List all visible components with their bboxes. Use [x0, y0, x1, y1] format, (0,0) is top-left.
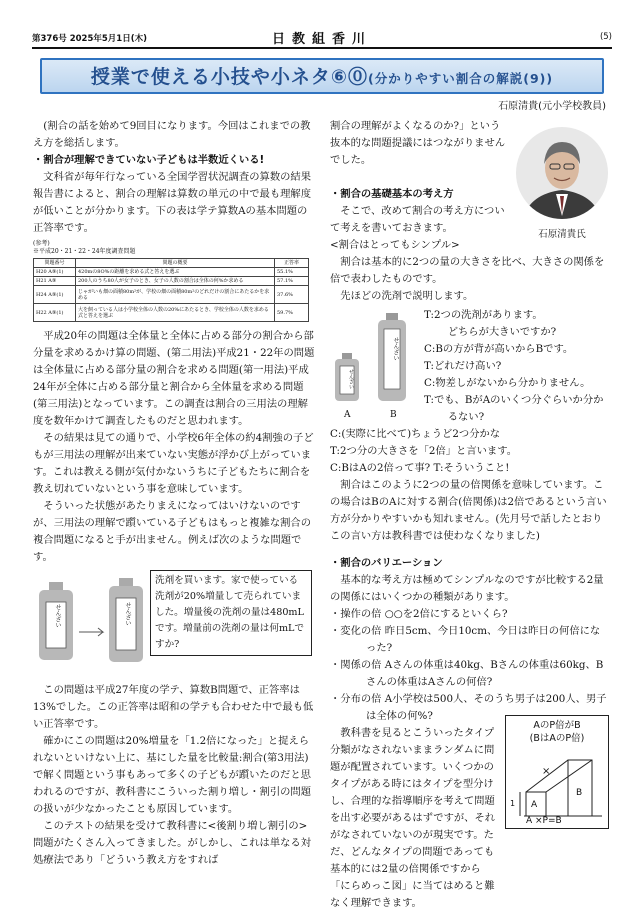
heading-understanding: ・割合が理解できていない子どもは半数近くいる!: [33, 154, 265, 166]
paragraph: 割合はこのように2つの量の倍関係を意味しています。この場合はBのAに対する割合(倍関係)は2倍であるという言い方が分かりやすいかも知れません。(先月号で話したとおりこの言い方は教科書では使わなくなりました): [330, 479, 607, 542]
list-item: ・操作の倍 ○○を2倍にするといくら?: [330, 608, 508, 620]
article-title: 授業で使える小技や小ネタ⑥⓪: [90, 66, 369, 88]
unit-one-label: 1: [510, 799, 516, 808]
dialogue-line: どちらが大きいですか?: [447, 326, 557, 338]
paragraph: 教科書を見るとこういったタイプ分類がなされないままランダムに問題が配置されています。いくつかのタイプがある時にはタイプを型分けし、合理的な指導順序を考えて問題を出す必要があるはずですが、それがなされていないのが現実です。ただ、どんなタイプの問題であっても基本的には2量の倍関係ですから「にらめっこ図」に当てはめると難なく理解できます。: [330, 727, 496, 909]
heading-basics: ・割合の基礎基本の考え方: [330, 188, 454, 200]
table-cell: H20 A⑨(1): [34, 268, 76, 277]
table-cell: H22 A⑨(1): [34, 304, 76, 322]
paragraph: 先ほどの洗剤で説明します。: [340, 290, 474, 302]
paragraph: その結果は見ての通りで、小学校6年全体の約4割強の子どもが三用法の理解が出来ていない実態が浮かび上がっています。これは教える側が気付かないうちに子どもたちに割合を教え切れていないという事を意味しています。: [33, 432, 314, 495]
reference-label: (参考): [33, 240, 50, 247]
bottle-label: せんざい: [348, 369, 354, 389]
table-cell: H24 A⑨(1): [34, 286, 76, 304]
diagram-label-a: A: [531, 800, 538, 810]
table-cell: 55.1%: [275, 268, 309, 277]
multiply-mark: ×: [542, 766, 551, 777]
page-number: (5): [599, 32, 612, 42]
table-cell: 57.1%: [275, 277, 309, 286]
paragraph: このテストの結果を受けて教科書に<後割り増し割引の>問題がたくさん入ってきました。がしかし、これは単なる対処療法であり「どういう教え方をすれば: [33, 820, 312, 866]
table-cell: 59.7%: [275, 304, 309, 322]
diagram-caption: (BはAのP倍): [529, 733, 585, 744]
heading-variation: ・割合のバリエーション: [330, 557, 443, 569]
article-subtitle: (分かりやすい割合の解説(9)): [368, 71, 554, 86]
table-cell: 大を飼っている人は小学校全体の人数の20%にあたるとき、学校全体の人数を求める式と答えを選ぶ: [76, 304, 275, 322]
paragraph: 文科省が毎年行なっている全国学習状況調査の算数の結果報告書によると、割合の理解は算数の単元の中で最も理解度が低いことが分かります。下の表は学テ算数Aの基本問題の正答率です。: [33, 171, 312, 234]
table-row: [34, 277, 309, 286]
table-header: 問題番号: [34, 259, 76, 268]
score-table: [33, 258, 309, 322]
table-header: 問題の概要: [76, 259, 275, 268]
dialogue-line: T:どれだけ高い?: [424, 360, 502, 372]
bottle-label: せんざい: [124, 602, 131, 626]
dialogue-line: T:2つ分の大きさを「2倍」と言います。: [330, 445, 517, 457]
paragraph: 割合の理解がよくなるのか?」という抜本的な問題提議にはつながりませんでした。: [330, 120, 506, 166]
paragraph: 平成20年の問題は全体量と全体に占める部分の割合から部分量を求めるかけ算の問題、(第二用法)平成21・22年の問題は全体量に占める部分量の割合を求める問題(第一用法)平成24年が全体に占める部分量と割合から全体量を求める問題(第三用法)となっています。この調査は割合の三用法の理解度を数年かけて調査したものだと思われます。: [33, 330, 315, 427]
author-portrait: [514, 124, 610, 222]
header-rule: [32, 47, 612, 49]
list-item: ・分布の倍 A小学校は500人、そのうち男子は200人、男子は全体の何%?: [330, 693, 607, 722]
right-intro-block: [330, 118, 510, 254]
table-cell: 37.6%: [275, 286, 309, 304]
subheading-simple: <割合はとってもシンプル>: [330, 239, 460, 251]
dialogue-line: T:でも、BがAのいくつ分ぐらいか分かるない?: [424, 394, 604, 423]
paragraph: そういった状態があたりまえになってはいけないのですが、三用法の理解で躓いている子どもはもっと複雑な割合の複合問題になると手が出ません。例えば次のような問題です。: [33, 500, 312, 563]
dialogue-line: C:BはAの2倍って事? T:そういうこと!: [330, 462, 510, 474]
author-photo: [514, 124, 610, 238]
dialogue-figure: [330, 307, 608, 426]
list-item: ・変化の倍 昨日5cm、今日10cm、今日は昨日の何倍になった?: [330, 625, 601, 654]
table-row: [34, 286, 309, 304]
newspaper-name: 日教組香川: [271, 32, 372, 47]
paragraph: 基本的な考え方は極めてシンプルなのですが比較する2量の関係にはいくつかの種類があります。: [330, 574, 604, 603]
reference-note: ※平成20・21・22・24年度調査問題: [33, 248, 136, 255]
bottles-ab-illustration: [330, 313, 420, 405]
dialogue-line: T:2つの洗剤があります。: [424, 309, 543, 321]
paragraph: この問題は平成27年度の学テ、算数B問題で、正答率は13%でした。この正答率は昭和の学テも合わせた中で最も低い正答率です。: [33, 684, 314, 730]
label-a: A: [344, 410, 351, 420]
issue-date: 第376号 2025年5月1日(木): [32, 34, 147, 44]
author-byline: 石原清貴(元小学校教員): [498, 101, 606, 112]
diagram-caption: AのP倍がB: [533, 720, 581, 731]
detergent-problem-figure: [33, 570, 315, 678]
page-header: [32, 31, 612, 45]
title-banner: [40, 58, 604, 94]
list-item: ・関係の倍 Aさんの体重は40kg、Bさんの体重は60kg、Bさんの体重はAさんの何倍?: [330, 659, 604, 688]
paragraph: 確かにこの問題は20%増量を「1.2倍になった」と捉えられないといけない上に、基にした量を比較量:割合(第3用法)で解く問題という事もあって多くの子どもが躓いたのだと思われるのですが、教科書にこういった割り増し・割引の問題の扱いが少なかったことも原因しています。: [33, 735, 312, 815]
dialogue-line: C:Bの方が背が高いからBです。: [424, 343, 574, 355]
problem-box: 洗剤を買います。家で使っている洗剤が20%増量して売られていました。増量後の洗剤の量は480mLです。増量前の洗剤の量は何mLですか?: [150, 570, 312, 656]
paragraph: そこで、改めて割合の考え方について考えを書いておきます。: [330, 205, 505, 234]
diagram-equation: A ×P=B: [526, 816, 562, 826]
paragraph: 割合は基本的に2つの量の大きさを比べ、大きさの関係を倍で表わしたものです。: [330, 256, 605, 285]
bottle-label: せんざい: [54, 604, 61, 628]
diagram-label-b: B: [576, 788, 583, 798]
table-cell: 420mの8O%の距離を求める式と答えを選ぶ: [76, 268, 275, 277]
dialogue-top: [424, 307, 608, 426]
label-b: B: [390, 410, 397, 420]
intro-paragraph: (割合の話を始めて9回目になります。今回はこれまでの教え方を総括します。: [33, 120, 311, 149]
table-header-row: [34, 259, 309, 268]
table-cell: 200人のうち80人が女子のとき、女子の人数の割合は全体の何%か求める: [76, 277, 275, 286]
table-row: [34, 268, 309, 277]
niramekko-diagram: [505, 715, 609, 829]
dialogue-line: C:(実際に比べて)ちょうど2つ分かな: [330, 428, 501, 440]
photo-caption: 石原清貴氏: [538, 229, 586, 240]
bottle-label: せんざい: [392, 337, 399, 361]
bottles-ab: [330, 307, 424, 426]
table-row: [34, 304, 309, 322]
table-cell: H21 A⑨: [34, 277, 76, 286]
left-column: [33, 118, 315, 869]
dialogue-line: C:物差しがないから分かりません。: [424, 377, 591, 389]
table-header: 正答率: [275, 259, 309, 268]
table-cell: じゃがいも畑の面積80m²が、学校の畑の面積80m²のどれだけの割合にあたるかを求める: [76, 286, 275, 304]
